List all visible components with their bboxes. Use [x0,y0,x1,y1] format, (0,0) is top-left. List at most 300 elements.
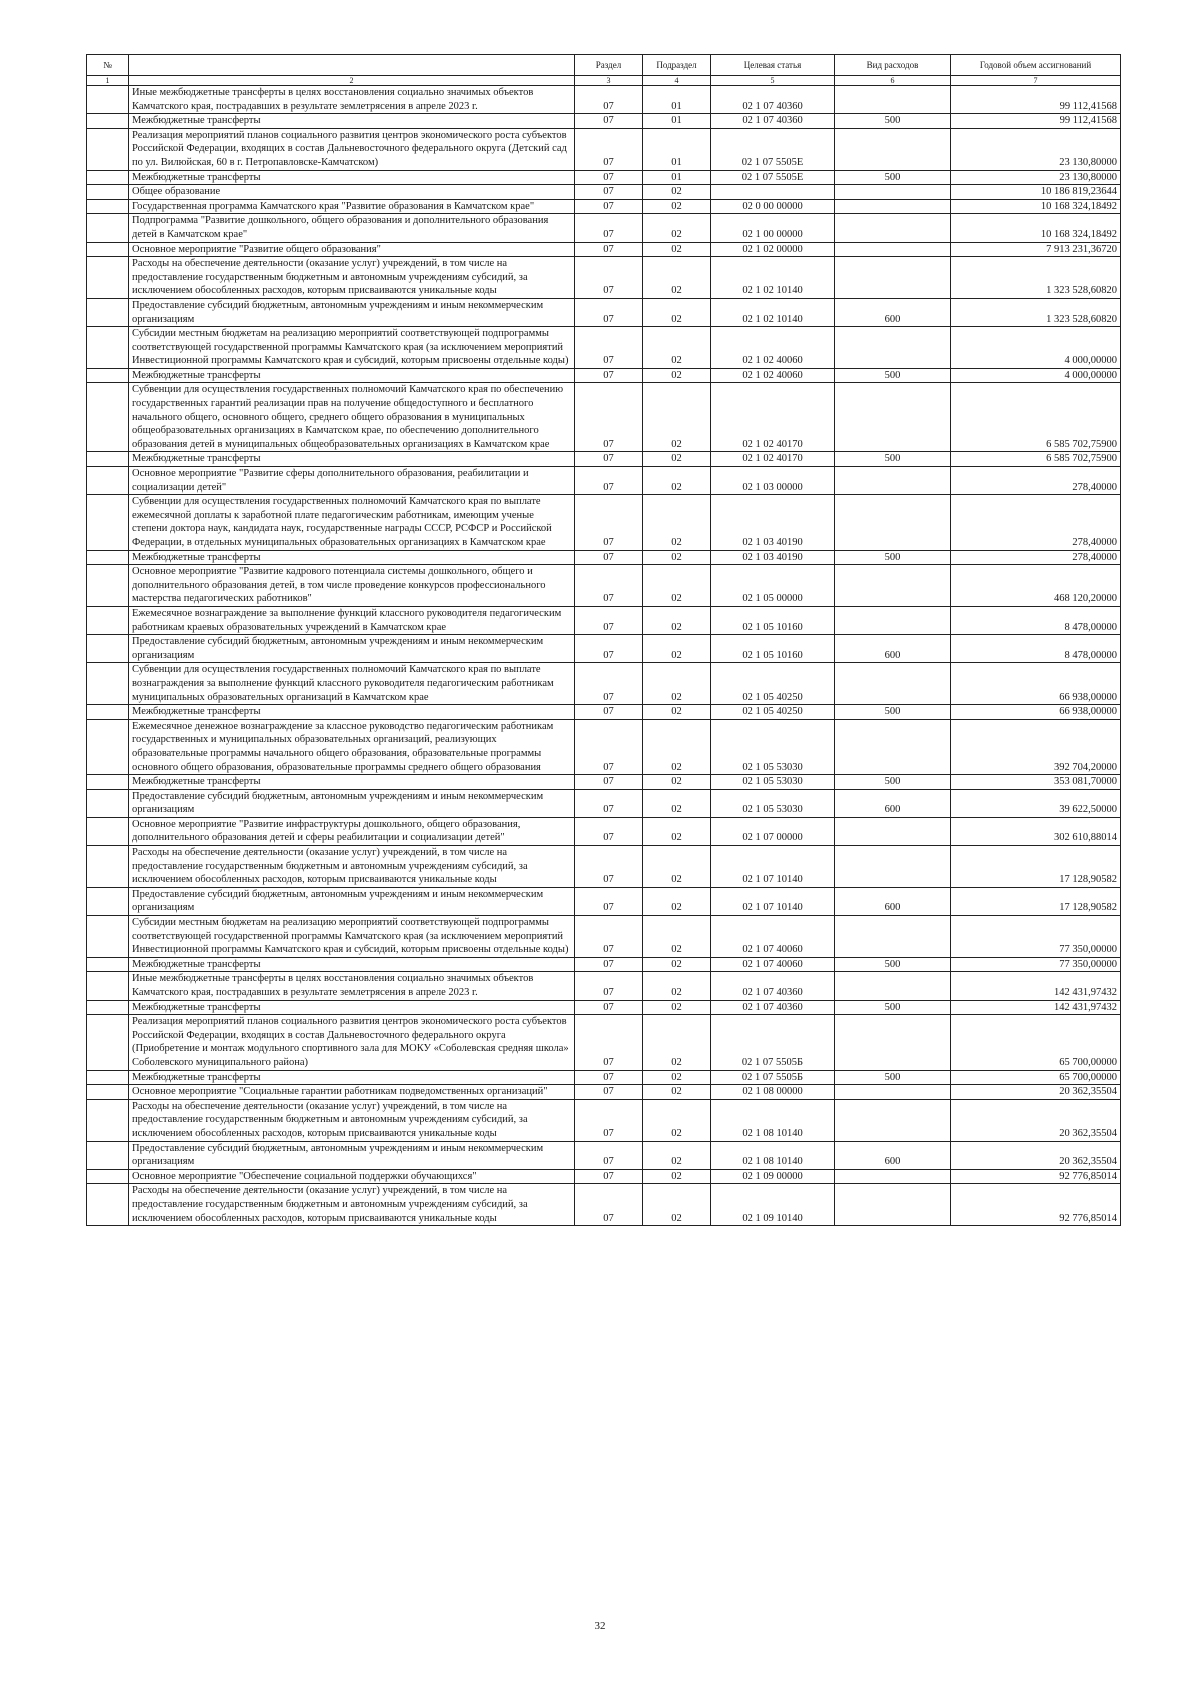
row-name-cell: Предоставление субсидий бюджетным, автономным учреждениям и иным некоммерческим организациям [129,298,575,326]
row-target-cell: 02 1 02 10140 [711,257,835,299]
row-name-cell: Межбюджетные трансферты [129,705,575,720]
colnum-2: 2 [129,76,575,86]
row-target-cell: 02 1 07 00000 [711,817,835,845]
row-subsection-cell: 02 [643,1000,711,1015]
row-target-cell: 02 1 02 40170 [711,383,835,452]
row-amount-cell: 142 431,97432 [951,1000,1121,1015]
row-subsection-cell: 02 [643,242,711,257]
row-amount-cell: 1 323 528,60820 [951,298,1121,326]
row-expense-type-cell [835,972,951,1000]
table-row [87,242,1121,257]
row-expense-type-cell [835,846,951,888]
row-name-cell: Реализация мероприятий планов социального развития центров экономического роста субъектов Российской Федерации, входящих в состав Дальневосточного федерального округа (Приобретение и монтаж модульного спортивного зала для МОКУ «Соболевская средняя школа» Соболевского муниципального района) [129,1015,575,1070]
budget-table [86,54,1121,1226]
row-expense-type-cell: 500 [835,114,951,129]
row-number-cell [87,1015,129,1070]
row-subsection-cell: 02 [643,495,711,550]
row-name-cell: Субвенции для осуществления государственных полномочий Камчатского края по выплате вознаграждения за выполнение функций классного руководителя педагогическим работникам муниципальных образовательных организаций в Камчатском крае [129,663,575,705]
row-amount-cell: 20 362,35504 [951,1099,1121,1141]
row-subsection-cell: 02 [643,185,711,200]
row-target-cell: 02 1 09 00000 [711,1169,835,1184]
row-section-cell: 07 [575,1070,643,1085]
row-section-cell: 07 [575,114,643,129]
row-number-cell [87,114,129,129]
row-section-cell: 07 [575,368,643,383]
row-expense-type-cell: 500 [835,368,951,383]
row-amount-cell: 17 128,90582 [951,846,1121,888]
row-target-cell: 02 1 07 40360 [711,972,835,1000]
table-row [87,635,1121,663]
row-target-cell: 02 1 08 10140 [711,1099,835,1141]
row-name-cell: Общее образование [129,185,575,200]
table-row [87,327,1121,369]
row-subsection-cell: 02 [643,214,711,242]
row-expense-type-cell [835,1085,951,1100]
row-expense-type-cell: 500 [835,957,951,972]
colnum-6: 6 [835,76,951,86]
row-name-cell: Субвенции для осуществления государственных полномочий Камчатского края по выплате ежемесячной доплаты к заработной плате педагогическим работникам, имеющим ученые степени доктора наук, кандидата наук, государственные награды СССР, РСФСР и Российской Федерации, в отдельных муниципальных образовательных организациях в Камчатском крае [129,495,575,550]
row-number-cell [87,199,129,214]
table-row [87,1099,1121,1141]
row-section-cell: 07 [575,327,643,369]
row-amount-cell: 10 186 819,23644 [951,185,1121,200]
table-row [87,1070,1121,1085]
row-subsection-cell: 02 [643,257,711,299]
row-expense-type-cell [835,1169,951,1184]
row-expense-type-cell [835,257,951,299]
row-expense-type-cell: 600 [835,789,951,817]
row-expense-type-cell: 500 [835,775,951,790]
row-target-cell: 02 1 02 10140 [711,298,835,326]
row-name-cell: Межбюджетные трансферты [129,368,575,383]
row-amount-cell: 92 776,85014 [951,1169,1121,1184]
row-subsection-cell: 02 [643,775,711,790]
row-expense-type-cell: 600 [835,635,951,663]
row-amount-cell: 142 431,97432 [951,972,1121,1000]
row-expense-type-cell [835,1099,951,1141]
row-number-cell [87,972,129,1000]
row-number-cell [87,1070,129,1085]
table-row [87,1184,1121,1226]
colnum-1: 1 [87,76,129,86]
row-name-cell: Межбюджетные трансферты [129,1000,575,1015]
table-row [87,368,1121,383]
row-subsection-cell: 02 [643,635,711,663]
row-target-cell: 02 1 05 10160 [711,635,835,663]
row-amount-cell: 99 112,41568 [951,114,1121,129]
row-name-cell: Иные межбюджетные трансферты в целях восстановления социально значимых объектов Камчатского края, пострадавших в результате землетрясения в апреле 2023 г. [129,972,575,1000]
colnum-7: 7 [951,76,1121,86]
table-row [87,565,1121,607]
row-name-cell: Реализация мероприятий планов социального развития центров экономического роста субъектов Российской Федерации, входящих в состав Дальневосточного федерального округа (Детский сад по ул. Вилюйская, 60 в г. Петропавловске-Камчатском) [129,128,575,170]
row-subsection-cell: 02 [643,327,711,369]
table-row [87,452,1121,467]
row-target-cell: 02 1 07 5505Б [711,1015,835,1070]
row-name-cell: Предоставление субсидий бюджетным, автономным учреждениям и иным некоммерческим организациям [129,1141,575,1169]
row-expense-type-cell [835,242,951,257]
row-section-cell: 07 [575,257,643,299]
row-expense-type-cell: 500 [835,1070,951,1085]
row-name-cell: Основное мероприятие "Обеспечение социальной поддержки обучающихся" [129,1169,575,1184]
row-amount-cell: 66 938,00000 [951,705,1121,720]
table-row [87,719,1121,774]
row-subsection-cell: 02 [643,663,711,705]
column-number-row [87,76,1121,86]
row-section-cell: 07 [575,719,643,774]
row-amount-cell: 4 000,00000 [951,368,1121,383]
table-row [87,114,1121,129]
row-number-cell [87,1099,129,1141]
row-section-cell: 07 [575,1099,643,1141]
row-subsection-cell: 02 [643,789,711,817]
row-name-cell: Основное мероприятие "Развитие общего образования" [129,242,575,257]
row-target-cell: 02 1 07 40060 [711,916,835,958]
header-row [87,55,1121,76]
table-row [87,972,1121,1000]
row-section-cell: 07 [575,452,643,467]
row-number-cell [87,635,129,663]
row-target-cell: 02 1 07 40360 [711,86,835,114]
row-target-cell: 02 1 07 40060 [711,957,835,972]
row-number-cell [87,128,129,170]
row-number-cell [87,1000,129,1015]
row-number-cell [87,452,129,467]
row-subsection-cell: 02 [643,550,711,565]
row-amount-cell: 77 350,00000 [951,916,1121,958]
row-amount-cell: 468 120,20000 [951,565,1121,607]
row-section-cell: 07 [575,298,643,326]
row-section-cell: 07 [575,957,643,972]
row-target-cell: 02 1 08 00000 [711,1085,835,1100]
row-number-cell [87,1169,129,1184]
row-subsection-cell: 02 [643,199,711,214]
row-expense-type-cell [835,1184,951,1226]
table-body [87,86,1121,1226]
row-amount-cell: 20 362,35504 [951,1085,1121,1100]
row-name-cell: Ежемесячное вознаграждение за выполнение функций классного руководителя педагогическим работникам краевых образовательных учреждений в Камчатском крае [129,606,575,634]
row-expense-type-cell: 600 [835,298,951,326]
row-section-cell: 07 [575,817,643,845]
row-amount-cell: 39 622,50000 [951,789,1121,817]
row-number-cell [87,957,129,972]
row-name-cell: Межбюджетные трансферты [129,550,575,565]
row-name-cell: Межбюджетные трансферты [129,1070,575,1085]
row-expense-type-cell [835,817,951,845]
row-subsection-cell: 02 [643,957,711,972]
row-target-cell: 02 1 03 40190 [711,495,835,550]
row-number-cell [87,789,129,817]
row-subsection-cell: 02 [643,1085,711,1100]
header-section: Раздел [575,55,643,76]
row-number-cell [87,1141,129,1169]
row-subsection-cell: 02 [643,1141,711,1169]
row-section-cell: 07 [575,185,643,200]
header-name [129,55,575,76]
table-row [87,170,1121,185]
row-subsection-cell: 02 [643,719,711,774]
row-name-cell: Субвенции для осуществления государственных полномочий Камчатского края по обеспечению государственных гарантий реализации прав на получение общедоступного и бесплатного начального общего, основного общего, среднего общего образования в муниципальных общеобразовательных организациях в Камчатском крае, по обеспечению дополнительного образования детей в муниципальных общеобразовательных организациях в Камчатском крае [129,383,575,452]
row-amount-cell: 99 112,41568 [951,86,1121,114]
row-section-cell: 07 [575,86,643,114]
row-amount-cell: 8 478,00000 [951,606,1121,634]
row-section-cell: 07 [575,846,643,888]
row-target-cell: 02 1 03 40190 [711,550,835,565]
row-target-cell: 02 1 05 40250 [711,663,835,705]
row-section-cell: 07 [575,383,643,452]
row-name-cell: Субсидии местным бюджетам на реализацию мероприятий соответствующей подпрограммы соответствующей государственной программы Камчатского края (за исключением мероприятий Инвестиционной программы Камчатского края и субсидий, которым присвоены отдельные коды) [129,916,575,958]
row-section-cell: 07 [575,663,643,705]
row-number-cell [87,550,129,565]
row-number-cell [87,383,129,452]
row-subsection-cell: 02 [643,565,711,607]
row-expense-type-cell [835,128,951,170]
table-row [87,775,1121,790]
row-expense-type-cell [835,383,951,452]
row-number-cell [87,606,129,634]
row-number-cell [87,257,129,299]
table-row [87,1085,1121,1100]
table-row [87,887,1121,915]
row-name-cell: Межбюджетные трансферты [129,170,575,185]
row-subsection-cell: 02 [643,887,711,915]
row-subsection-cell: 02 [643,368,711,383]
row-subsection-cell: 01 [643,128,711,170]
row-amount-cell: 1 323 528,60820 [951,257,1121,299]
table-row [87,1015,1121,1070]
row-section-cell: 07 [575,606,643,634]
row-subsection-cell: 02 [643,452,711,467]
row-number-cell [87,1184,129,1226]
row-amount-cell: 8 478,00000 [951,635,1121,663]
row-amount-cell: 10 168 324,18492 [951,214,1121,242]
row-subsection-cell: 01 [643,170,711,185]
row-amount-cell: 353 081,70000 [951,775,1121,790]
row-amount-cell: 65 700,00000 [951,1015,1121,1070]
row-amount-cell: 6 585 702,75900 [951,383,1121,452]
row-target-cell: 02 1 05 53030 [711,775,835,790]
row-section-cell: 07 [575,467,643,495]
row-section-cell: 07 [575,1000,643,1015]
row-amount-cell: 17 128,90582 [951,887,1121,915]
table-row [87,257,1121,299]
row-target-cell: 02 1 05 10160 [711,606,835,634]
row-name-cell: Предоставление субсидий бюджетным, автономным учреждениям и иным некоммерческим организациям [129,887,575,915]
row-target-cell: 02 1 02 40060 [711,368,835,383]
row-expense-type-cell [835,185,951,200]
row-name-cell: Расходы на обеспечение деятельности (оказание услуг) учреждений, в том числе на предоставление государственным бюджетным и автономным учреждениям субсидий, за исключением обособленных расходов, которым присваиваются уникальные коды [129,846,575,888]
row-name-cell: Межбюджетные трансферты [129,452,575,467]
row-section-cell: 07 [575,789,643,817]
row-target-cell: 02 1 09 10140 [711,1184,835,1226]
row-subsection-cell: 02 [643,1099,711,1141]
row-name-cell: Основное мероприятие "Социальные гарантии работникам подведомственных организаций" [129,1085,575,1100]
table-row [87,789,1121,817]
table-row [87,705,1121,720]
row-number-cell [87,775,129,790]
table-row [87,199,1121,214]
row-number-cell [87,185,129,200]
row-amount-cell: 6 585 702,75900 [951,452,1121,467]
row-name-cell: Расходы на обеспечение деятельности (оказание услуг) учреждений, в том числе на предоставление государственным бюджетным и автономным учреждениям субсидий, за исключением обособленных расходов, которым присваиваются уникальные коды [129,1184,575,1226]
table-row [87,663,1121,705]
row-expense-type-cell: 500 [835,452,951,467]
row-number-cell [87,495,129,550]
row-subsection-cell: 02 [643,846,711,888]
row-section-cell: 07 [575,1015,643,1070]
row-name-cell: Расходы на обеспечение деятельности (оказание услуг) учреждений, в том числе на предоставление государственным бюджетным и автономным учреждениям субсидий, за исключением обособленных расходов, которым присваиваются уникальные коды [129,257,575,299]
table-row [87,86,1121,114]
row-amount-cell: 23 130,80000 [951,170,1121,185]
row-target-cell: 02 1 07 10140 [711,887,835,915]
row-amount-cell: 4 000,00000 [951,327,1121,369]
row-name-cell: Межбюджетные трансферты [129,957,575,972]
header-num: № [87,55,129,76]
table-row [87,467,1121,495]
row-name-cell: Межбюджетные трансферты [129,775,575,790]
row-section-cell: 07 [575,128,643,170]
row-target-cell: 02 1 07 40360 [711,1000,835,1015]
row-target-cell: 02 1 02 40170 [711,452,835,467]
row-amount-cell: 66 938,00000 [951,663,1121,705]
row-amount-cell: 7 913 231,36720 [951,242,1121,257]
table-row [87,550,1121,565]
row-expense-type-cell [835,214,951,242]
row-number-cell [87,368,129,383]
row-amount-cell: 278,40000 [951,467,1121,495]
table-row [87,606,1121,634]
row-section-cell: 07 [575,199,643,214]
row-expense-type-cell: 500 [835,1000,951,1015]
row-amount-cell: 20 362,35504 [951,1141,1121,1169]
table-row [87,1169,1121,1184]
row-name-cell: Расходы на обеспечение деятельности (оказание услуг) учреждений, в том числе на предоставление государственным бюджетным и автономным учреждениям субсидий, за исключением обособленных расходов, которым присваиваются уникальные коды [129,1099,575,1141]
row-target-cell: 02 1 05 53030 [711,789,835,817]
table-row [87,383,1121,452]
row-name-cell: Предоставление субсидий бюджетным, автономным учреждениям и иным некоммерческим организациям [129,635,575,663]
row-target-cell: 02 1 07 10140 [711,846,835,888]
row-number-cell [87,663,129,705]
row-amount-cell: 92 776,85014 [951,1184,1121,1226]
table-row [87,846,1121,888]
row-number-cell [87,1085,129,1100]
row-section-cell: 07 [575,495,643,550]
row-number-cell [87,467,129,495]
row-name-cell: Государственная программа Камчатского края "Развитие образования в Камчатском крае" [129,199,575,214]
row-name-cell: Иные межбюджетные трансферты в целях восстановления социально значимых объектов Камчатского края, пострадавших в результате землетрясения в апреле 2023 г. [129,86,575,114]
row-subsection-cell: 02 [643,1184,711,1226]
header-subsection: Подраздел [643,55,711,76]
row-number-cell [87,242,129,257]
row-target-cell: 02 1 05 00000 [711,565,835,607]
row-section-cell: 07 [575,635,643,663]
row-amount-cell: 23 130,80000 [951,128,1121,170]
table-row [87,1141,1121,1169]
row-target-cell: 02 0 00 00000 [711,199,835,214]
row-target-cell [711,185,835,200]
row-number-cell [87,916,129,958]
row-section-cell: 07 [575,1141,643,1169]
row-subsection-cell: 01 [643,114,711,129]
page-number: 32 [594,1620,606,1632]
row-subsection-cell: 02 [643,916,711,958]
row-section-cell: 07 [575,972,643,1000]
row-expense-type-cell: 500 [835,550,951,565]
row-number-cell [87,298,129,326]
table-row [87,298,1121,326]
row-subsection-cell: 02 [643,817,711,845]
header-amount: Годовой объем ассигнований [951,55,1121,76]
row-expense-type-cell [835,327,951,369]
table-row [87,214,1121,242]
row-number-cell [87,86,129,114]
row-expense-type-cell [835,719,951,774]
row-name-cell: Основное мероприятие "Развитие кадрового потенциала системы дошкольного, общего и дополнительного образования детей, в том числе проведение конкурсов профессионального мастерства педагогических работников" [129,565,575,607]
row-expense-type-cell: 600 [835,1141,951,1169]
row-amount-cell: 65 700,00000 [951,1070,1121,1085]
row-target-cell: 02 1 08 10140 [711,1141,835,1169]
row-target-cell: 02 1 00 00000 [711,214,835,242]
row-expense-type-cell [835,663,951,705]
row-number-cell [87,846,129,888]
row-number-cell [87,705,129,720]
row-amount-cell: 77 350,00000 [951,957,1121,972]
row-target-cell: 02 1 07 5505Б [711,1070,835,1085]
row-name-cell: Ежемесячное денежное вознаграждение за классное руководство педагогическим работникам государственных и муниципальных образовательных организаций, реализующих образовательные программы начального общего образования, образовательные программы основного общего образования, образовательные программы среднего общего образования [129,719,575,774]
table-row [87,957,1121,972]
table-row [87,1000,1121,1015]
row-subsection-cell: 02 [643,1070,711,1085]
row-expense-type-cell [835,467,951,495]
table-row [87,916,1121,958]
row-target-cell: 02 1 02 00000 [711,242,835,257]
row-section-cell: 07 [575,916,643,958]
row-section-cell: 07 [575,170,643,185]
row-name-cell: Субсидии местным бюджетам на реализацию мероприятий соответствующей подпрограммы соответствующей государственной программы Камчатского края (за исключением мероприятий Инвестиционной программы Камчатского края и субсидий, которым присвоены отдельные коды) [129,327,575,369]
row-subsection-cell: 02 [643,298,711,326]
row-subsection-cell: 02 [643,383,711,452]
table-row [87,817,1121,845]
row-number-cell [87,214,129,242]
table-row [87,495,1121,550]
row-target-cell: 02 1 07 5505Е [711,170,835,185]
row-section-cell: 07 [575,1184,643,1226]
header-target: Целевая статья [711,55,835,76]
row-name-cell: Основное мероприятие "Развитие сферы дополнительного образования, реабилитации и социализации детей" [129,467,575,495]
row-section-cell: 07 [575,550,643,565]
row-target-cell: 02 1 05 53030 [711,719,835,774]
row-section-cell: 07 [575,565,643,607]
row-number-cell [87,887,129,915]
row-subsection-cell: 02 [643,1169,711,1184]
row-section-cell: 07 [575,705,643,720]
row-subsection-cell: 02 [643,1015,711,1070]
row-name-cell: Предоставление субсидий бюджетным, автономным учреждениям и иным некоммерческим организациям [129,789,575,817]
row-number-cell [87,565,129,607]
row-amount-cell: 278,40000 [951,495,1121,550]
row-section-cell: 07 [575,775,643,790]
colnum-3: 3 [575,76,643,86]
row-expense-type-cell [835,495,951,550]
header-expense-type: Вид расходов [835,55,951,76]
row-target-cell: 02 1 07 40360 [711,114,835,129]
row-subsection-cell: 02 [643,467,711,495]
row-amount-cell: 10 168 324,18492 [951,199,1121,214]
row-amount-cell: 392 704,20000 [951,719,1121,774]
row-expense-type-cell: 500 [835,170,951,185]
row-section-cell: 07 [575,242,643,257]
row-expense-type-cell [835,606,951,634]
colnum-4: 4 [643,76,711,86]
